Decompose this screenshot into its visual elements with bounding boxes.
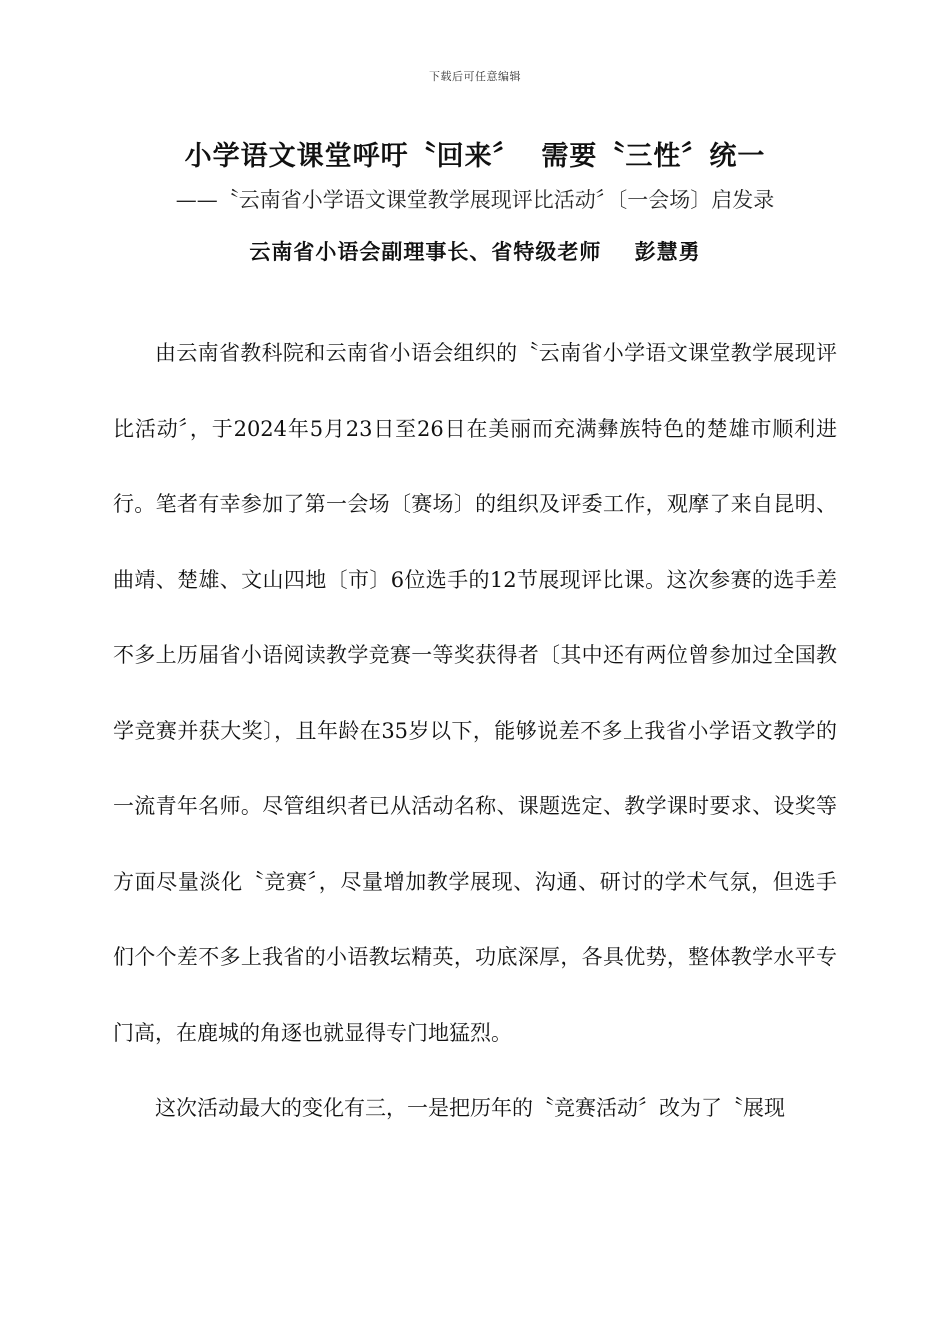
document-subtitle: ——〝云南省小学语文课堂教学展现评比活动〞〔一会场〕启发录 — [175, 188, 775, 212]
author-line: 云南省小语会副理事长、省特级老师 彭慧勇 — [249, 239, 701, 264]
header-note: 下载后可任意编辑 — [429, 70, 521, 83]
paragraph: 由云南省教科院和云南省小语会组织的〝云南省小学语文课堂教学展现评比活动〞，于2024年5月23日至26日在美丽而充满彝族特色的楚雄市顺利进行。笔者有幸参加了第一会场〔赛场〕的组织及评委工作，观摩了来自昆明、曲靖、楚雄、文山四地〔市〕6位选手的12节展现评比课。这次参赛的选手差不多上历届省小语阅读教学竞赛一等奖获得者〔其中还有两位曾参加过全国教学竞赛并获大奖〕，且年龄在35岁以下，能够说差不多上我省小学语文教学的一流青年名师。尽管组织者已从活动名称、课题选定、教学课时要求、设奖等方面尽量淡化〝竞赛〞，尽量增加教学展现、沟通、研讨的学术气氛，但选手们个个差不多上我省的小语教坛精英，功底深厚，各具优势，整体教学水平专门高，在鹿城的角逐也就显得专门地猛烈。 — [113, 341, 837, 1045]
body-text — [113, 316, 837, 1147]
paragraph: 这次活动最大的变化有三，一是把历年的〝竞赛活动〞改为了〝展现 — [155, 1096, 785, 1120]
document-title: 小学语文课堂呼吁〝回来〞 需要〝三性〞统一 — [184, 141, 766, 172]
